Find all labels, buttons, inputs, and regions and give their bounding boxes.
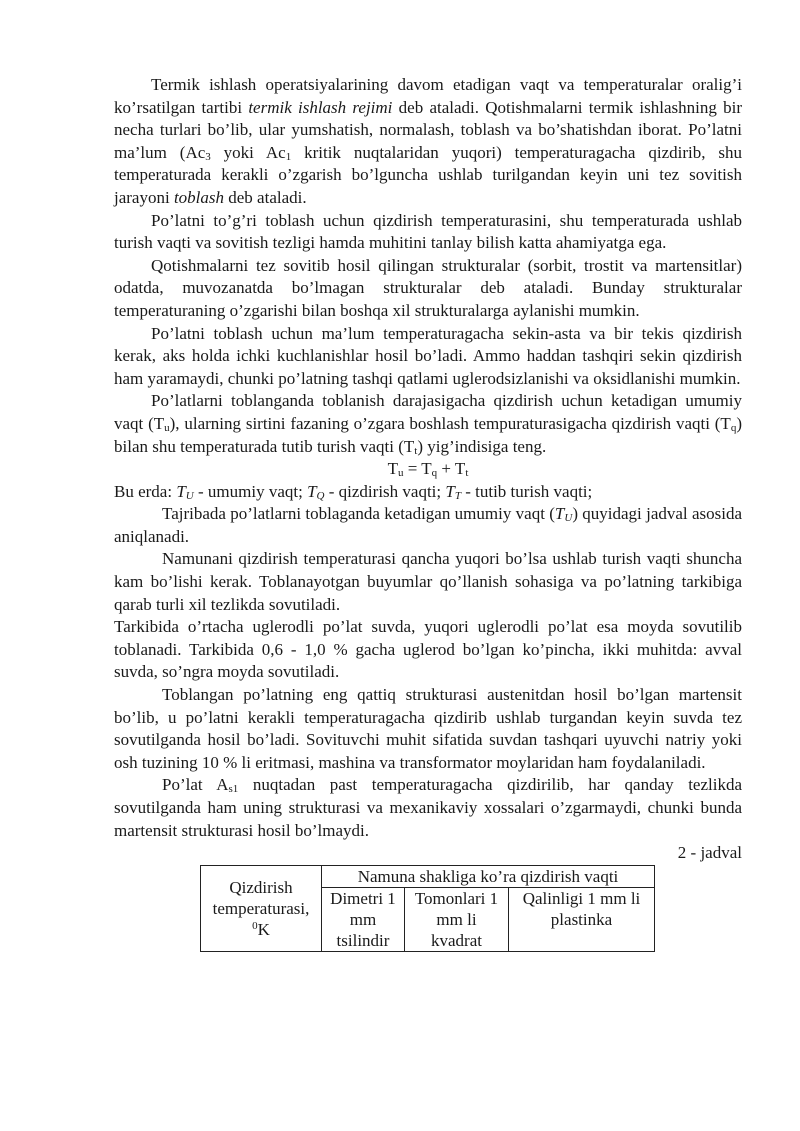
- paragraph-toblash-shartlari: Po’latni to’g’ri toblash uchun qizdirish temperaturasini, shu temperaturada ushlab turish vaqti va sovitish tezligi hamda muhitini tanlay bilish katta ahamiyatga ega.: [114, 210, 742, 253]
- paragraph-namuna: Namunani qizdirish temperaturasi qancha yuqori bo’lsa ushlab turish vaqti shuncha kam bo’lishi kerak. Toblanayotgan buyumlar qo’llanish sohasiga va po’latning tarkibiga qarab turli xil tezlikda sovutiladi.: [114, 549, 742, 614]
- table-column-square: Tomonlari 1 mm li kvadrat: [405, 887, 509, 951]
- table-header-temperature: Qizdirish temperaturasi, $^0$K: [201, 865, 322, 951]
- formula: $T_u = T_q + T_t$: [387, 459, 469, 480]
- formula-legend: Bu erda: $T_U$ - umumiy vaqt; $T_Q$ - qizdirish vaqti; $T_T$ - tutib turish vaqti;: [114, 481, 593, 502]
- paragraph-tarkibida: Tarkibida o’rtacha uglerodli po’lat suvda, yuqori uglerodli po’lat esa moyda sovutilib toblanadi. Tarkibida 0,6 - 1,0 % gacha uglerod bo’lgan ko’pincha, ikki muhitda: avval suvda, so’ngra moyda sovutiladi.: [114, 617, 742, 682]
- paragraph-umumiy-vaqt: Po’latlarni toblanganda toblanish darajasigacha qizdirish uchun ketadigan umumiy vaqt $(T_u)$, ularning sirtini fazaning o’zgara boshlash tempuraturasigacha qizdirish vaqti $(T_q)$ bilan shu temperaturada tutib turish vaqti $(T_t)$ yig’indisiga teng.: [114, 391, 742, 457]
- paragraph-termik-ishlash: Termik ishlash operatsiyalarining davom etadigan vaqt va temperaturalar oralig’i ko’rsatilgan tartibi termik ishlash rejimi deb ataladi. Qotishmalarni termik ishlashning bir necha turlari bo’lib, ular yumshatish, normalash, toblash va bo’shatishdan iborat. Po’latni ma’lum ($Ac_3$ yoki $Ac_1$ kritik nuqtalaridan yuqori) temperaturagacha qizdirib, shu temperaturada kerakli o’zgarish bo’lguncha ushlab turilgandan keyin uni tez sovitish jarayoni toblash deb ataladi.: [114, 75, 742, 207]
- term-termik-ishlash-rejimi: termik ishlash rejimi: [248, 97, 393, 117]
- paragraph-strukturalar: Qotishmalarni tez sovitib hosil qilingan strukturalar (sorbit, trostit va martensitlar) odatda, muvozanatda bo’lmagan strukturalar deb ataladi. Bunday strukturalar temperaturaning o’zgarishi bilan boshqa xil strukturalarga aylanishi mumkin.: [114, 255, 742, 320]
- term-toblash: toblash: [173, 187, 225, 207]
- table-caption: 2 - jadval: [677, 843, 742, 863]
- document-page: [114, 74, 742, 952]
- table-header-group: Namuna shakliga ko’ra qizdirish vaqti: [322, 865, 655, 887]
- heating-time-table: [200, 865, 655, 952]
- paragraph-as1: Po’lat $A_{s1}$ nuqtadan past temperaturagacha qizdirilib, har qanday tezlikda sovutilganda ham uning strukturasi va mexanikaviy xossalari o’zgarmaydi, chunki bunda martensit strukturasi hosil bo’lmaydi.: [114, 775, 743, 840]
- paragraph-qizdirish: Po’latni toblash uchun ma’lum temperaturagacha sekin-asta va bir tekis qizdirish kerak, aks holda ichki kuchlanishlar hosil bo’ladi. Ammo haddan tashqiri sekin qizdirish ham yaramaydi, chunki po’latning tashqi qatlami uglerodsizlanishi va oksidlanishi mumkin.: [114, 323, 742, 388]
- paragraph-tajriba: Tajribada po’latlarni toblaganda ketadigan umumiy vaqt $(T_U)$ quyidagi jadval asosida aniqlanadi.: [114, 504, 742, 546]
- table-column-plate: Qalinligi 1 mm li plastinka: [509, 887, 655, 951]
- table-column-cylinder: Dimetri 1 mm tsilindir: [322, 887, 405, 951]
- paragraph-martensit: Toblangan po’latning eng qattiq strukturasi austenitdan hosil bo’lgan martensit bo’lib, u po’latni kerakli temperaturagacha qizdirib ushlab turgandan keyin suvda tez sovutilganda hosil bo’ladi. Sovituvchi muhit sifatida suvdan tashqari uyuvchi natriy yoki osh tuzining 10 % li eritmasi, mashina va transformator moylaridan ham foydalaniladi.: [114, 685, 742, 772]
